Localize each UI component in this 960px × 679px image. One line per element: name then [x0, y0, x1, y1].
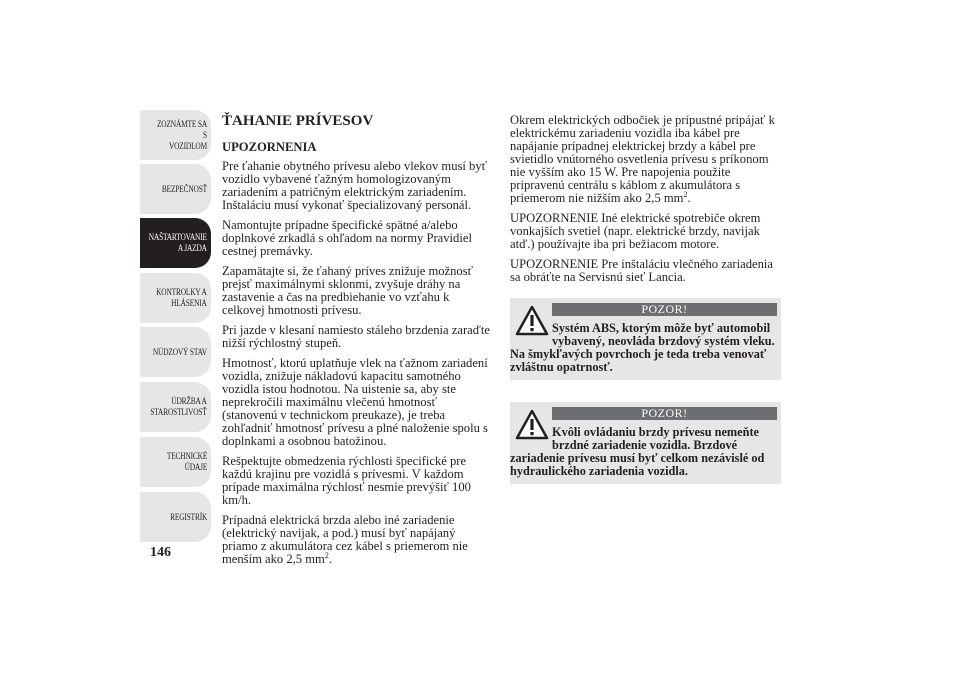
page-number: 146: [150, 545, 171, 560]
paragraph: Zapamätajte si, že ťahaný príves znižuje možnosť prejsť maximálnymi sklonmi, zvyšuje dráhy na zastavenie a čas na predbiehanie vo vzťahu k celkovej hmotnosti prívesu.: [222, 264, 473, 317]
tab-bezpecnost[interactable]: BEZPEČNOSŤ: [140, 164, 211, 214]
right-column: [510, 114, 780, 291]
left-column: [222, 112, 494, 573]
paragraph: UPOZORNENIE Iné elektrické spotrebiče okrem vonkajších svetiel (napr. elektrické brzdy, navijak atď.) používajte iba pri bežiacom motore.: [510, 211, 761, 251]
warning-title: POZOR!: [552, 303, 777, 316]
tab-technicke-udaje[interactable]: TECHNICKÉ ÚDAJE: [140, 437, 211, 487]
paragraph: Hmotnosť, ktorú uplatňuje vlek na ťažnom zariadení vozidla, znižuje nákladovú kapacitu samotného vozidla istou hodnotou. Na uistenie sa, aby ste neprekročili maximálnu vlečenú hmotnosť (stanovenú v technickom preukaze), je treba zohľadniť hmotnosť prívesu a plné naloženie spolu s doplnkami a osobnou batožinou.: [222, 356, 488, 448]
tab-nudzovy-stav[interactable]: NÚDZOVÝ STAV: [140, 327, 211, 377]
paragraph: Namontujte prípadne špecifické spätné a/alebo doplnkové zrkadlá s ohľadom na normy Pravidiel cestnej premávky.: [222, 218, 472, 258]
warning-box: [510, 402, 781, 484]
paragraph: Okrem elektrických odbočiek je prípustné pripájať k elektrickému zariadeniu vozidla iba kábel pre napájanie prípadnej elektrickej brzdy a kábel pre svietidlo vnútorného osvetlenia prívesu s príkonom nie vyšším ako 15 W. Pre napojenia použite pripravenú centrálu s káblom z akumulátora s priemerom nie nižším ako 2,5 $mm^2$.: [510, 113, 775, 205]
paragraph: Pri jazde v klesaní namiesto stáleho brzdenia zaraďte nižší rýchlostný stupeň.: [222, 323, 490, 350]
warning-text: Kvôli ovládaniu brzdy prívesu nemeňte brzdné zariadenie vozidla. Brzdové zariadenie prívesu musí byť celkom nezávislé od hydraulického zariadenia vozidla.: [510, 425, 765, 478]
paragraph: Rešpektujte obmedzenia rýchlosti špecifické pre každú krajinu pre vozidlá s prívesmi. V každom prípade maximálna rýchlosť nesmie prevýšiť 100 km/h.: [222, 454, 471, 507]
tab-registrik[interactable]: REGISTRÍK: [140, 492, 211, 542]
paragraph: Pre ťahanie obytného prívesu alebo vlekov musí byť vozidlo vybavené ťažným homologizovaným zariadením a patričným elektrickým zariadením. Inštaláciu musí vykonať špecializovaný personál.: [222, 159, 488, 212]
paragraph: UPOZORNENIE Pre inštaláciu vlečného zariadenia sa obráťte na Servisnú sieť Lancia.: [510, 257, 773, 284]
tab-zoznamte-sa[interactable]: ZOZNÁMTE SA S VOZIDLOM: [140, 110, 211, 160]
warning-title: POZOR!: [552, 407, 777, 420]
chapter-sidebar: [140, 110, 211, 543]
paragraph: Prípadná elektrická brzda alebo iné zariadenie (elektrický navijak, a pod.) musí byť napájaný priamo z akumulátora cez kábel s priemerom nie menším ako 2,5 $mm^2$.: [222, 513, 468, 566]
subheading: UPOZORNENIA: [222, 140, 317, 154]
warning-text: Systém ABS, ktorým môže byť automobil vybavený, neovláda brzdový systém vleku. Na šmykľavých povrchoch je teda treba venovať zvláštnu opatrnosť.: [510, 321, 775, 374]
tab-kontrolky[interactable]: KONTROLKY A HLÁSENIA: [140, 273, 211, 323]
warning-box: [510, 298, 781, 380]
section-heading: ŤAHANIE PRÍVESOV: [222, 113, 374, 129]
tab-nastartovanie[interactable]: NAŠTARTOVANIE A JAZDA: [140, 218, 211, 268]
tab-udrzba[interactable]: ÚDRŽBA A STAROSTLIVOSŤ: [140, 382, 211, 432]
